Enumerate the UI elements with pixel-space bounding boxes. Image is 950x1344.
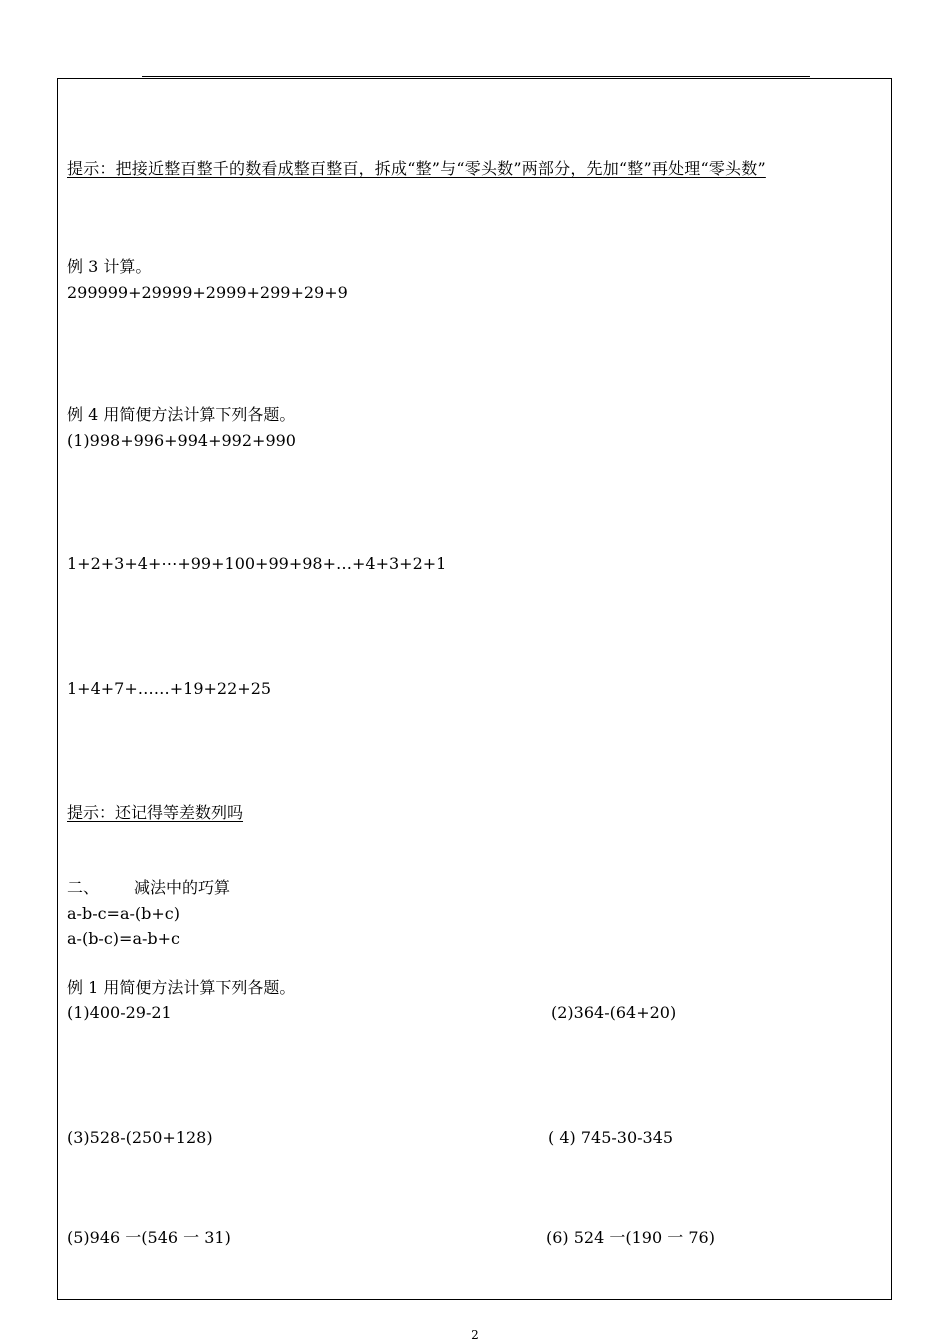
page-number: 2	[471, 1328, 479, 1342]
hint-near-whole-numbers: 提示：把接近整百整千的数看成整百整百，拆成“整”与“零头数”两部分，先加“整”再处理“零头数”	[67, 159, 766, 178]
example-4-problem-1: (1)998+996+994+992+990	[67, 431, 296, 450]
example-4-title: 例 4 用简便方法计算下列各题。	[67, 405, 296, 424]
example-3-problem: 299999+29999+2999+299+29+9	[67, 283, 348, 302]
example-1-problem-6: (6) 524 一(190 一 76)	[546, 1228, 715, 1247]
section-2-heading-number: 二、	[67, 878, 100, 897]
header-rule	[142, 76, 810, 77]
example-1-problem-4: ( 4) 745-30-345	[548, 1128, 674, 1147]
example-3-title: 例 3 计算。	[67, 257, 152, 276]
formula-1: a-b-c=a-(b+c)	[67, 904, 180, 923]
example-4-problem-3: 1+4+7+……+19+22+25	[67, 679, 272, 698]
example-1-problem-3: (3)528-(250+128)	[67, 1128, 213, 1147]
formula-2: a-(b-c)=a-b+c	[67, 929, 180, 948]
example-4-problem-2: 1+2+3+4+⋯+99+100+99+98+…+4+3+2+1	[67, 554, 447, 573]
example-1-problem-5: (5)946 一(546 一 31)	[67, 1228, 231, 1247]
section-2-heading-title: 减法中的巧算	[134, 878, 231, 897]
example-1-problem-1: (1)400-29-21	[67, 1003, 172, 1022]
hint-arithmetic-sequence: 提示：还记得等差数列吗	[67, 803, 244, 822]
example-1-title: 例 1 用简便方法计算下列各题。	[67, 978, 296, 997]
example-1-problem-2: (2)364-(64+20)	[551, 1003, 677, 1022]
